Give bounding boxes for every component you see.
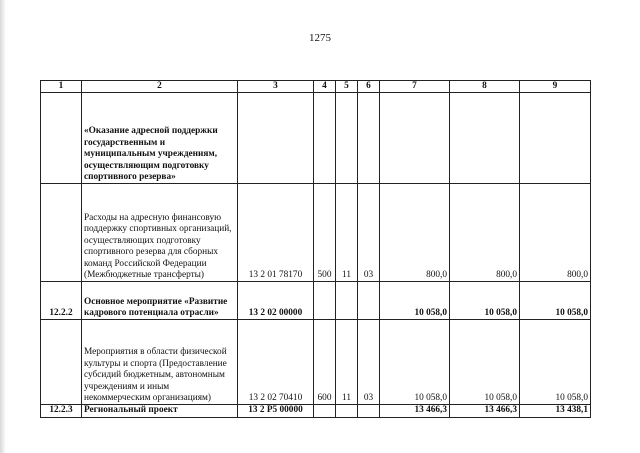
- table-row: [41, 405, 591, 417]
- row-c4: [314, 93, 336, 184]
- row-value-7: 800,0: [380, 184, 450, 282]
- budget-table: [40, 80, 591, 418]
- row-value-8: 10 058,0: [450, 282, 520, 320]
- row-code: 13 2 02 00000: [238, 282, 314, 320]
- row-c6: [358, 282, 380, 320]
- row-c6: [358, 93, 380, 184]
- row-number: [41, 320, 82, 405]
- row-number: [41, 184, 82, 282]
- header-cell: 5: [336, 81, 358, 93]
- row-value-7: 10 058,0: [380, 320, 450, 405]
- row-code: 13 2 02 70410: [238, 320, 314, 405]
- row-code: [238, 93, 314, 184]
- row-value-8: 10 058,0: [450, 320, 520, 405]
- table-row: [41, 93, 591, 184]
- row-c6: 03: [358, 184, 380, 282]
- header-cell: 7: [380, 81, 450, 93]
- row-number: [41, 93, 82, 184]
- row-value-8: [450, 93, 520, 184]
- row-c5: [336, 405, 358, 417]
- header-cell: 6: [358, 81, 380, 93]
- table-header-row: [41, 81, 591, 93]
- row-value-9: 800,0: [520, 184, 591, 282]
- table-row: [41, 320, 591, 405]
- header-cell: 4: [314, 81, 336, 93]
- header-cell: 8: [450, 81, 520, 93]
- header-cell: 9: [520, 81, 591, 93]
- row-value-9: 10 058,0: [520, 320, 591, 405]
- row-name: «Оказание адресной поддержки государственным и муниципальным учреждениям, осуществляющим подготовку спортивного резерва»: [82, 93, 238, 184]
- table-row: [41, 282, 591, 320]
- row-c6: 03: [358, 320, 380, 405]
- row-name: Расходы на адресную финансовую поддержку спортивных организаций, осуществляющих подготовку спортивного резерва для сборных команд Российской Федерации (Межбюджетные трансферты): [82, 184, 238, 282]
- row-value-7: 13 466,3: [380, 405, 450, 417]
- row-c5: [336, 282, 358, 320]
- row-code: 13 2 P5 00000: [238, 405, 314, 417]
- row-c4: [314, 282, 336, 320]
- row-number: 12.2.2: [41, 282, 82, 320]
- page-number: 1275: [309, 32, 331, 44]
- row-value-9: 13 438,1: [520, 405, 591, 417]
- row-c5: 11: [336, 184, 358, 282]
- row-c4: [314, 405, 336, 417]
- row-name: Региональный проект: [82, 405, 238, 417]
- row-value-8: 800,0: [450, 184, 520, 282]
- row-value-7: [380, 93, 450, 184]
- header-cell: 1: [41, 81, 82, 93]
- row-value-7: 10 058,0: [380, 282, 450, 320]
- row-c5: 11: [336, 320, 358, 405]
- header-cell: 2: [82, 81, 238, 93]
- row-value-9: [520, 93, 591, 184]
- row-c5: [336, 93, 358, 184]
- row-code: 13 2 01 78170: [238, 184, 314, 282]
- row-name: Мероприятия в области физической культуры и спорта (Предоставление субсидий бюджетным, автономным учреждениям и иным некоммерческим организациям): [82, 320, 238, 405]
- header-cell: 3: [238, 81, 314, 93]
- scan-edge-shadow: [0, 0, 6, 453]
- table-row: [41, 184, 591, 282]
- row-name: Основное мероприятие «Развитие кадрового потенциала отрасли»: [82, 282, 238, 320]
- row-value-9: 10 058,0: [520, 282, 591, 320]
- row-c6: [358, 405, 380, 417]
- row-c4: 500: [314, 184, 336, 282]
- row-value-8: 13 466,3: [450, 405, 520, 417]
- row-number: 12.2.3: [41, 405, 82, 417]
- row-c4: 600: [314, 320, 336, 405]
